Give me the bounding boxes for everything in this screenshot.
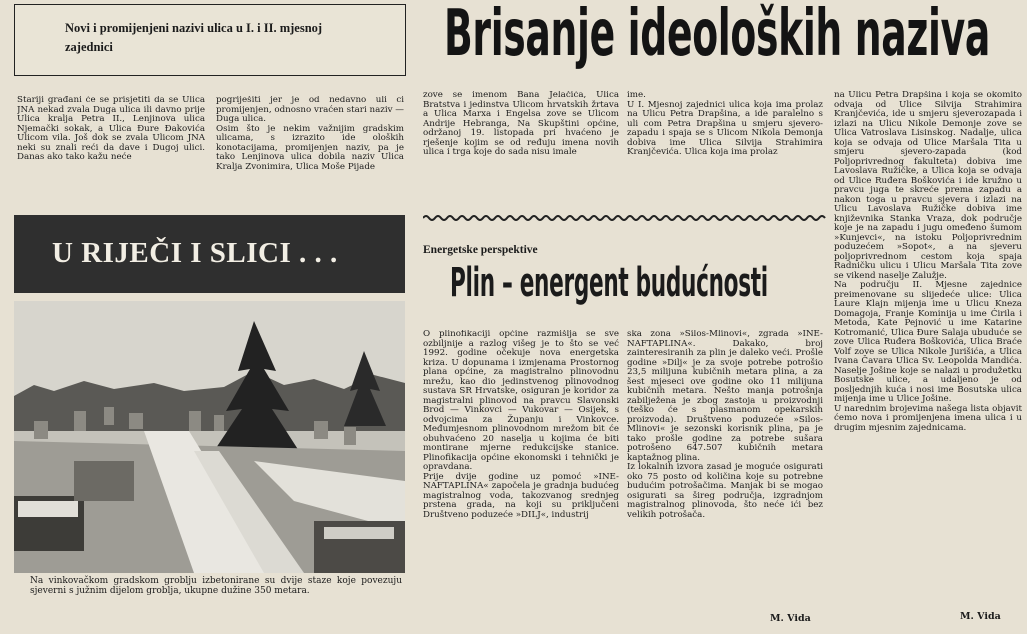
left-article-col1: Stariji građani će se prisjetiti da se Ulica JNA nekad zvala Duga ulica ili davno prije Ulica kralja Petra II., Lenjinova ulica Njemački sokak, a Ulica Đure Đakovića Ulicom vila. Još dok se zvala Ulicom JNA neki su znali reći da dave i Dugoj ulici. Danas ako tako kažu neće xyxy=(17,96,205,162)
cemetery-photo-drawing xyxy=(14,301,405,573)
energy-headline: Plin – energent budućnosti xyxy=(450,260,768,306)
right-article-column: na Ulicu Petra Drapšina i koja se okomito odvaja od Ulice Silvija Strahimira Kranjčevića, ide u smjeru sjeverozapada i izlazi na Ulicu Nikole Demonje zove se Ulica Vatroslava Lisinskog. Nadalje, ulica koja se odvaja od Ulice Maršala Tita u smjeru sjevero-zapada (kod Poljoprivrednog fakulteta) dobiva ime Lavoslava Ružičke, a Ulica koja se odvaja od Ulice Ruđera Boškovića i ide kružno u pravcu juga te skreće prema zapadu a nakon toga u pravcu sjevera i izlazi na Ulicu Lavoslava Ružičke dobiva ime književnika Stanka Vraza, dok područje koje je na zapadu i jugu omeđeno šumom »Kunjevci«, na istoku Poljoprivrednim poduzećem »Sopot«, a na sjeveru poljoprivrednom cestom koja spaja Radničku ulicu i Ulicu Maršala Tita zove se vikend naselje Zalužje. Na području II. Mjesne zajednice preimenovane su slijedeće ulice: Ulica Laure Klajn mijenja ime u Ulicu Kneza Domagoja, Franje Kominija u ime Ćirila i Metoda, Kate Pejnović u ime Katarine Kotromanić, Ulica Đure Salaja ubuduće se zove Ulica Ruđera Boškovića, Ulica Braće Volf zove se Ulica Nikole Jurišića, a Ulica Ivana Čavara Ulica Sv. Leopolda Mandića. Naselje Jošine koje se nalazi u produžetku Bosutske ulice, a udaljeno je od posljednjih kuća i nosi ime Bosutska ulica mijenja ime u Ulice Jošine. U narednim brojevima našega lista objavit ćemo nova i promijenjena imena ulica i u drugim mjesnim zajednicama. xyxy=(834,91,1022,433)
cemetery-photo xyxy=(14,301,405,573)
mid-article-col2: ime. U I. Mjesnoj zajednici ulica koja ima prolaz na Ulicu Petra Drapšina, a ide paralelno s uli com Petra Drapšina u smjeru sjevero-zapadu i spaja se s Ulicom Nikola Demonja dobiva ime Ulica Silvija Strahimira Kranjčevića. Ulica koja ima prolaz xyxy=(627,91,823,157)
energy-col1: O plinofikaciji općine razmišlja se sve ozbiljnije a razlog višeg je to što se već 1992. godine očekuje nova energetska kriza. U dopunama i izmjenama Prostornog plana općine, za magistralno plinovodnu mrežu, kao dio jedinstvenog plinovodnog sustava SR Hrvatske, osiguran je koridor za magistralni plinovod na pravcu Slavonski Brod — Vinkovci — Vukovar — Osijek, s odvojcima za Županju i Vinkovce. Međumjesnom plinovodnom mrežom bit će obuhvaćeno 20 naselja u kojima će biti montirane mjerne redukcijske stanice. Plinofikacija općine ekonomski i tehnički je opravdana. Prije dvije godine uz pomoć »INE-NAFTAPLINA« započela je gradnja budućeg magistralnog voda, takozvanog srednjeg prstena grada, na koji su priključeni Društveno poduzeće »DILJ«, industrij xyxy=(423,330,619,520)
left-article-col2: pogriješiti jer je od nedavno uli ci promijenjen, odnosno vraćen stari naziv — Duga ulica. Osim što je nekim važnijim gradskim ulicama, s izrazito ide oloških konotacijama, promijenjen naziv, pa je tako Lenjinova ulica dobila naziv Ulica Kralja Zvonimira, Ulica Moše Pijade xyxy=(216,96,404,172)
wavy-divider xyxy=(423,207,827,215)
energy-col2: ska zona »Silos-Mlinovi«, zgrada »INE-NAFTAPLINA«. Dakako, broj zainteresiranih za plin je daleko veći. Prošle godine »Dilj« je za svoje potrebe potrošio 23,5 milijuna kubičnih metara plina, a za šest mjeseci ove godine oko 11 milijuna kubičnih metara. Nešto manja potrošnja zabilježena je zbog zastoja u proizvodnji (teško će s plasmanom opekarskih proizvoda). Društveno poduzeće »Silos-Mlinovi« je sezonski korisnik plina, pa je tako prošle godine za potrebe sušara potrošeno 647.507 kubičnih metara kaptažnog plina. Iz lokalnih izvora zasad je moguće osigurati oko 75 posto od količina koje su potrebne budućim potrošačima. Manjak bi se mogao osigurati sa šireg područja, izgradnjom magistralnog plinovoda, što neće ići bez velikih potrošača. xyxy=(627,330,823,520)
main-headline: Brisanje ideoloških naziva xyxy=(444,0,990,71)
photo-banner xyxy=(14,215,405,293)
photo-caption: Na vinkovačkom gradskom groblju izbetonirane su dvije staze koje povezuju sjeverni s južnim dijelom groblja, ukupne dužine 350 metara. xyxy=(30,576,402,596)
section-header-box xyxy=(14,4,406,76)
section-header-title: Novi i promijenjeni nazivi ulica u I. i II. mjesnoj zajednici xyxy=(65,21,323,54)
energy-signature: M. Vida xyxy=(770,613,811,624)
energy-kicker: Energetske perspektive xyxy=(423,244,538,256)
photo-banner-title: U RIJEČI I SLICI . . . xyxy=(52,237,338,269)
right-signature: M. Vida xyxy=(960,611,1001,622)
mid-article-col1: zove se imenom Bana Jelačića, Ulica Bratstva i jedinstva Ulicom hrvatskih žrtava a Ulica Marxa i Engelsa zove se Ulicom Andrije Hebranga, Na Skupštini općine, održanoj 19. listopada pri hvaćeno je rješenje kojim se od ređuju imena novih ulica i trga koje do sada nisu imale xyxy=(423,91,619,157)
